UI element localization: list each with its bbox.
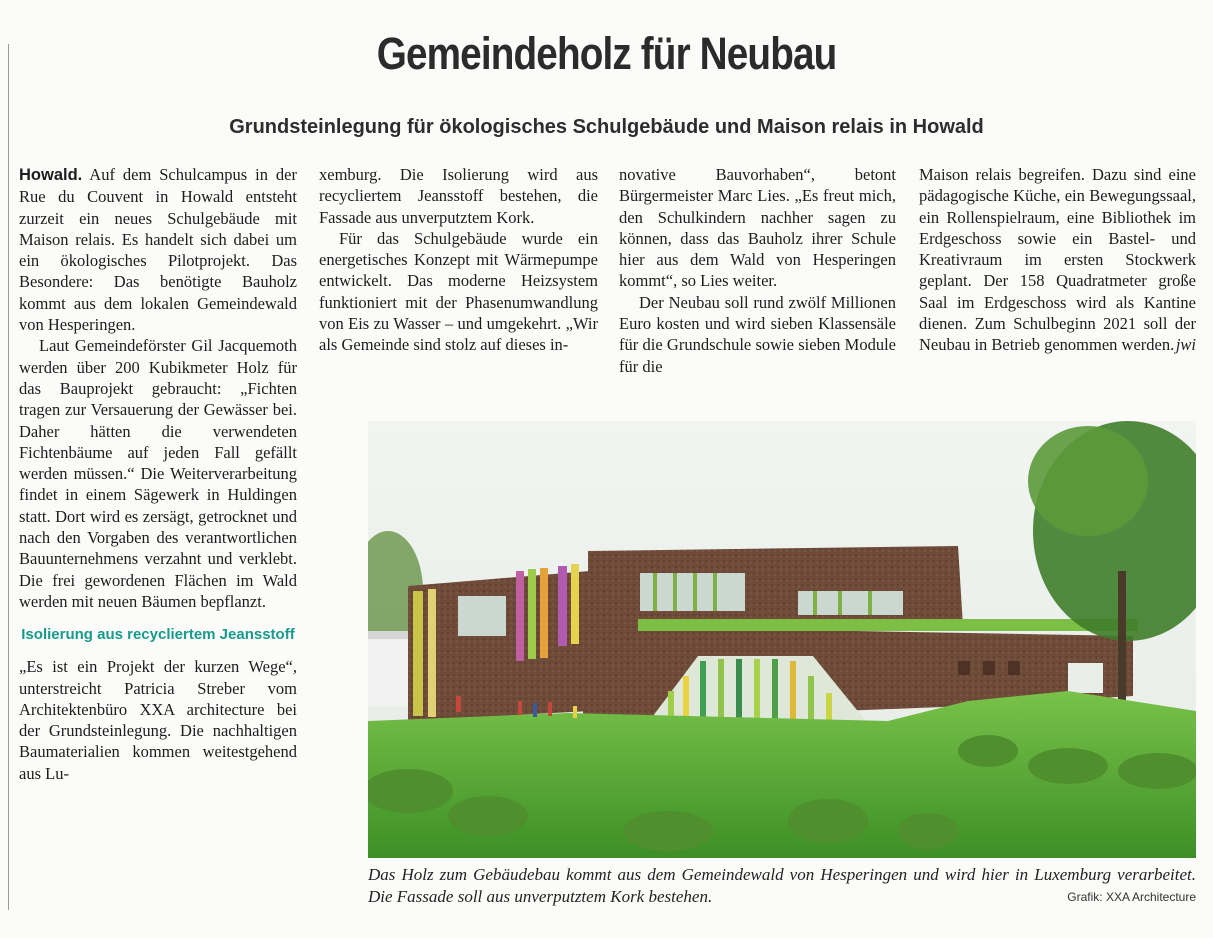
paragraph-text: Auf dem Schulcampus in der Rue du Couvent in Howald entsteht zurzeit ein neues Schulgebäude mit Maison relais. Es handelt sich dabei um ein ökologisches Pilotprojekt. Das Besondere: Das benötigte Bauholz kommt aus dem lokalen Gemeindewald von Hesperingen. <box>19 165 297 335</box>
paragraph: Laut Gemeindeförster Gil Jacquemoth werden über 200 Kubikmeter Holz für das Bauprojekt gebraucht: „Fichten tragen zur Versauerung der Gewässer bei. Daher hätten die verwendeten Fichtenbäume auf jeden Fall gefällt werden müssen.“ Die Weiterverarbeitung findet in einem Sägewerk in Huldingen statt. Dort wird es zersägt, getrocknet und nach den Vorgaben des verantwortlichen Bauunternehmens verzahnt und verklebt. Die frei gewordenen Flächen im Wald werden mit neuen Bäumen bepflanzt. <box>19 336 297 611</box>
column-rule <box>8 44 9 910</box>
figure-credit: Grafik: XXA Architecture <box>1067 890 1196 904</box>
subheadline: Grundsteinlegung für ökologisches Schulgebäude und Maison relais in Howald <box>229 116 984 138</box>
column-1 <box>19 164 297 784</box>
building-rendering-image <box>368 421 1196 858</box>
paragraph: Der Neubau soll rund zwölf Millionen Euro kosten und wird sieben Klassensäle für die Grundschule sowie sieben Module für die <box>619 292 896 376</box>
headline: Gemeindeholz für Neubau <box>376 28 837 79</box>
paragraph <box>919 164 1196 356</box>
paragraph: „Es ist ein Projekt der kurzen Wege“, unterstreicht Patricia Streber vom Architektenbüro XXA architecture bei der Grundsteinlegung. Die nachhaltigen Baumaterialien kommen weitestgehend aus Lu- <box>19 657 297 783</box>
column-3 <box>619 164 896 377</box>
dateline: Howald. <box>19 166 83 184</box>
paragraph <box>19 164 297 335</box>
intertitle: Isolierung aus recycliertem Jeansstoff <box>21 626 295 644</box>
figure-caption: Das Holz zum Gebäudebau kommt aus dem Gemeindewald von Hesperingen und wird hier in Luxemburg verarbeitet. Die Fassade soll aus unverputztem Kork bestehen. <box>368 865 1196 906</box>
rendering-illustration <box>368 421 1196 858</box>
paragraph: Für das Schulgebäude wurde ein energetisches Konzept mit Wärmepumpe entwickelt. Das moderne Heizsystem funktioniert mit der Phasenumwandlung von Eis zu Wasser – und umgekehrt. „Wir als Gemeinde sind stolz auf dieses in- <box>319 228 598 355</box>
paragraph: xemburg. Die Isolierung wird aus recycliertem Jeansstoff bestehen, die Fassade aus unverputztem Kork. <box>319 165 598 227</box>
paragraph-text: Maison relais begreifen. Dazu sind eine pädagogische Küche, ein Bewegungssaal, ein Rollenspielraum, eine Bibliothek im Erdgeschoss sowie ein Bastel- und Kreativraum im ersten Stockwerk geplant. Der 158 Quadratmeter große Saal im Erdgeschoss wird als Kantine dienen. Zum Schulbeginn 2021 soll der Neubau in Betrieb genommen werden. <box>919 165 1196 355</box>
paragraph: novative Bauvorhaben“, betont Bürgermeister Marc Lies. „Es freut mich, den Schulkindern nachher sagen zu können, dass das Bauholz ihrer Schule hier aus dem Wald von Hesperingen kommt“, so Lies weiter. <box>619 165 896 291</box>
column-4 <box>919 164 1196 356</box>
author-signature: jwi <box>1175 335 1196 355</box>
column-2 <box>319 164 598 356</box>
